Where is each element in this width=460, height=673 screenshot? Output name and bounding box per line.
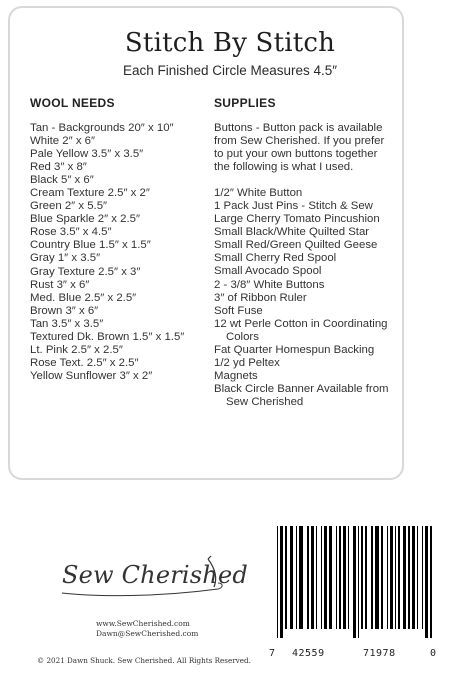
list-item: Pale Yellow 3.5″ x 3.5″ [30, 148, 144, 161]
barcode-bar [422, 526, 423, 629]
list-item: Brown 3″ x 6″ [30, 304, 99, 317]
list-item: Rust 3″ x 6″ [30, 278, 90, 291]
barcode-digit-left: 7 [269, 648, 276, 659]
barcode-digits-group2: 71978 [363, 648, 396, 659]
supplies-heading: SUPPLIES [214, 96, 276, 110]
list-item: 1/2 yd Peltex [214, 356, 280, 369]
list-item: Small Avocado Spool [214, 265, 322, 278]
barcode-bars [277, 526, 432, 638]
page-title: Stitch By Stitch [124, 28, 336, 58]
barcode-bar [343, 526, 346, 629]
barcode-bar [336, 526, 337, 629]
barcode-bar [361, 526, 362, 629]
barcode [270, 522, 438, 642]
list-item: White 2″ x 6″ [30, 135, 96, 148]
list-item: Yellow Sunflower 3″ x 2″ [30, 369, 153, 382]
list-item: Tan 3.5″ x 3.5″ [30, 317, 104, 330]
list-item: Country Blue 1.5″ x 1.5″ [30, 239, 151, 252]
supplies-intro-line: Buttons - Button pack is available [214, 122, 383, 134]
barcode-bar [395, 526, 396, 629]
barcode-bar [358, 526, 359, 638]
list-item: Green 2″ x 5.5″ [30, 200, 108, 213]
list-item: Fat Quarter Homespun Backing [214, 343, 375, 356]
barcode-bar [387, 526, 388, 629]
list-item: Gray 1″ x 3.5″ [30, 252, 101, 265]
barcode-bar [321, 526, 322, 629]
contact-info [96, 619, 198, 639]
list-item: Colors [226, 330, 259, 343]
wool-needs-list [30, 122, 184, 383]
list-item: Textured Dk. Brown 1.5″ x 1.5″ [30, 330, 185, 343]
barcode-bar [285, 526, 286, 629]
list-item: Lt. Pink 2.5″ x 2.5″ [30, 343, 123, 356]
list-item: Small Black/White Quilted Star [214, 226, 370, 239]
barcode-bar [277, 526, 278, 638]
barcode-digit-right: 0 [430, 648, 437, 659]
barcode-bar [375, 526, 379, 629]
list-item: Tan - Backgrounds 20″ x 10″ [30, 122, 174, 134]
barcode-bar [311, 526, 314, 629]
list-item: Soft Fuse [214, 304, 263, 317]
barcode-bar [425, 526, 428, 638]
barcode-bar [324, 526, 327, 629]
list-item: Sew Cherished [226, 395, 304, 408]
list-item: 1 Pack Just Pins - Stitch & Sew [214, 200, 373, 213]
barcode-bar [348, 526, 349, 629]
list-item: Magnets [214, 369, 258, 382]
copyright-notice: © 2021 Dawn Shuck. Sew Cherished. All Rights Reserved. [37, 656, 251, 665]
barcode-bar [316, 526, 317, 629]
supplies-intro-line: the following is what I used. [214, 161, 354, 174]
barcode-bar [403, 526, 406, 629]
page-subtitle: Each Finished Circle Measures 4.5″ [122, 63, 338, 78]
barcode-digits-group1: 42559 [292, 648, 325, 659]
barcode-bar [381, 526, 382, 629]
list-item: Black 5″ x 6″ [30, 174, 94, 187]
barcode-bar [371, 526, 372, 629]
barcode-bar [412, 526, 415, 629]
list-item: Gray Texture 2.5″ x 3″ [30, 265, 141, 278]
barcode-bar [296, 526, 297, 629]
list-item: Large Cherry Tomato Pincushion [214, 213, 380, 226]
barcode-bar [329, 526, 332, 629]
barcode-bar [353, 526, 356, 638]
supplies-intro-line: to put your own buttons together [214, 148, 378, 161]
barcode-bar [365, 526, 368, 629]
list-item: Small Red/Green Quilted Geese [214, 239, 378, 252]
list-item: 12 wt Perle Cotton in Coordinating [214, 317, 388, 330]
list-item: Med. Blue 2.5″ x 2.5″ [30, 291, 137, 304]
list-item: Rose 3.5″ x 4.5″ [30, 226, 112, 239]
email-link[interactable]: Dawn@SewCherished.com [96, 629, 199, 638]
list-spacer [214, 174, 400, 187]
barcode-bar [417, 526, 418, 629]
list-item: Cream Texture 2.5″ x 2″ [30, 187, 150, 200]
website-link[interactable]: www.SewCherished.com [96, 619, 190, 628]
list-item: Black Circle Banner Available from [214, 382, 389, 395]
barcode-bar [408, 526, 409, 629]
barcode-bar [430, 526, 431, 638]
list-item: Red 3″ x 8″ [30, 161, 87, 174]
list-item: 3″ of Ribbon Ruler [214, 291, 307, 304]
logo-text: Sew Cherished [62, 561, 248, 589]
barcode-bar [390, 526, 393, 629]
barcode-bar [290, 526, 293, 629]
list-item: Rose Text. 2.5″ x 2.5″ [30, 356, 139, 369]
list-item: Blue Sparkle 2″ x 2.5″ [30, 213, 141, 226]
barcode-bar [307, 526, 308, 629]
barcode-bar [299, 526, 303, 629]
list-item: Small Cherry Red Spool [214, 252, 337, 265]
supplies-intro-line: from Sew Cherished. If you prefer [214, 135, 385, 148]
barcode-bar [339, 526, 340, 629]
list-item: 2 - 3/8″ White Buttons [214, 278, 325, 291]
barcode-bar [280, 526, 283, 638]
wool-needs-heading: WOOL NEEDS [30, 96, 115, 110]
barcode-bar [398, 526, 399, 629]
list-item: 1/2″ White Button [214, 187, 303, 200]
supplies-list [214, 122, 400, 409]
